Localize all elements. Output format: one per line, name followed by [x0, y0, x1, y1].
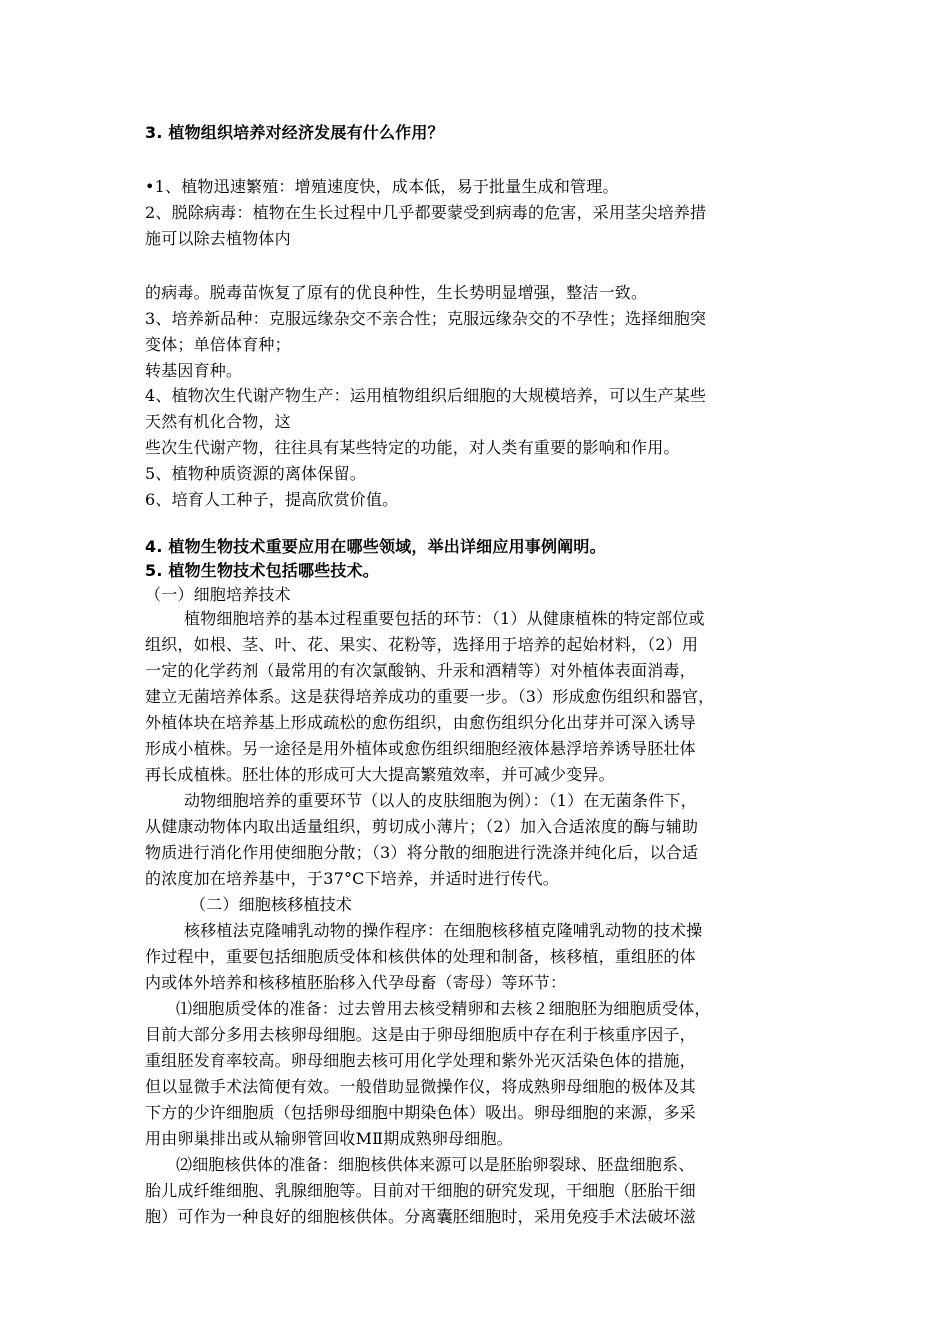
q3-line: 些次生代谢产物，往往具有某些特定的功能，对人类有重要的影响和作用。: [145, 438, 680, 457]
paragraph-line: 从健康动物体内取出适量组织，剪切成小薄片；（2）加入合适浓度的酶与辅助: [145, 817, 699, 836]
q3-line: 4、植物次生代谢产物生产：运用植物组织后细胞的大规模培养，可以生产某些: [145, 386, 707, 405]
paragraph-line: 组织，如根、茎、叶、花、果实、花粉等，选择用于培养的起始材料，（2）用: [145, 635, 699, 654]
paragraph-line: ⑴细胞质受体的准备：过去曾用去核受精卵和去核２细胞胚为细胞质受体，: [176, 999, 711, 1018]
q3-line: 转基因育种。: [145, 361, 243, 380]
q3-line: 5、植物种质资源的离体保留。: [145, 464, 366, 483]
q3-line: 3、培养新品种：克服远缘杂交不亲合性；克服远缘杂交的不孕性；选择细胞突: [145, 309, 707, 328]
q3-line: 的病毒。脱毒苗恢复了原有的优良种性，生长势明显增强，整洁一致。: [145, 283, 648, 302]
paragraph-line: 物质进行消化作用使细胞分散；（3）将分散的细胞进行洗涤并纯化后，以合适: [145, 843, 699, 862]
q4-heading: 4. 植物生物技术重要应用在哪些领域，举出详细应用事例阐明。: [145, 537, 606, 556]
paragraph-line: 目前大部分多用去核卵母细胞。这是由于卵母细胞质中存在利于核重序因子，: [145, 1025, 696, 1044]
paragraph-line: 重组胚发育率较高。卵母细胞去核可用化学处理和紫外光灭活染色体的措施，: [145, 1051, 696, 1070]
paragraph-line: 动物细胞培养的重要环节（以人的皮肤细胞为例）：（1）在无菌条件下，: [184, 791, 697, 810]
paragraph-line: 形成小植株。另一途径是用外植体或愈伤组织细胞经液体悬浮培养诱导胚壮体: [145, 739, 696, 758]
paragraph-line: 胞）可作为一种良好的细胞核供体。分离囊胚细胞时，采用免疫手术法破坏滋: [145, 1207, 696, 1226]
section-title-cell-culture: （一）细胞培养技术: [145, 585, 291, 604]
q3-line: 2、脱除病毒：植物在生长过程中几乎都要蒙受到病毒的危害，采用茎尖培养措: [145, 203, 707, 222]
q3-line: 天然有机化合物，这: [145, 412, 291, 431]
paragraph-line: 用由卵巢排出或从输卵管回收MⅡ期成熟卵母细胞。: [145, 1129, 513, 1148]
paragraph-line: 植物细胞培养的基本过程重要包括的环节：（1）从健康植株的特定部位或: [184, 609, 705, 628]
paragraph-line: 内或体外培养和核移植胚胎移入代孕母畜（寄母）等环节：: [145, 973, 567, 992]
paragraph-line: 胎儿成纤维细胞、乳腺细胞等。目前对干细胞的研究发现，干细胞（胚胎干细: [145, 1181, 696, 1200]
paragraph-line: 再长成植株。胚壮体的形成可大大提高繁殖效率，并可减少变异。: [145, 765, 615, 784]
paragraph-line: 但以显微手术法简便有效。一般借助显微操作仪，将成熟卵母细胞的极体及其: [145, 1077, 696, 1096]
paragraph-line: 作过程中，重要包括细胞质受体和核供体的处理和制备，核移植，重组胚的体: [145, 947, 696, 966]
section-title-nuclear-transfer: （二）细胞核移植技术: [190, 895, 353, 914]
q3-line: 变体；单倍体育种；: [145, 335, 291, 354]
q3-line: •1、植物迅速繁殖：增殖速度快，成本低，易于批量生成和管理。: [145, 177, 619, 196]
paragraph-line: 下方的少许细胞质（包括卵母细胞中期染色体）吸出。卵母细胞的来源，多采: [145, 1103, 696, 1122]
q5-heading: 5. 植物生物技术包括哪些技术。: [145, 561, 379, 580]
q3-line: 6、培育人工种子，提高欣赏价值。: [145, 490, 399, 509]
q3-line: 施可以除去植物体内: [145, 229, 291, 248]
paragraph-line: 的浓度加在培养基中，于37°C下培养，并适时进行传代。: [145, 869, 560, 888]
paragraph-line: 一定的化学药剂（最常用的有次氯酸钠、升汞和酒精等）对外植体表面消毒，: [145, 661, 696, 680]
paragraph-line: ⑵细胞核供体的准备：细胞核供体来源可以是胚胎卵裂球、胚盘细胞系、: [176, 1155, 695, 1174]
paragraph-line: 建立无菌培养体系。这是获得培养成功的重要一步。（3）形成愈伤组织和器官，: [145, 687, 715, 706]
paragraph-line: 核移植法克隆哺乳动物的操作程序：在细胞核移植克隆哺乳动物的技术操: [184, 921, 703, 940]
paragraph-line: 外植体块在培养基上形成疏松的愈伤组织，由愈伤组织分化出芽并可深入诱导: [145, 713, 696, 732]
q3-heading: 3. 植物组织培养对经济发展有什么作用？: [145, 123, 444, 142]
